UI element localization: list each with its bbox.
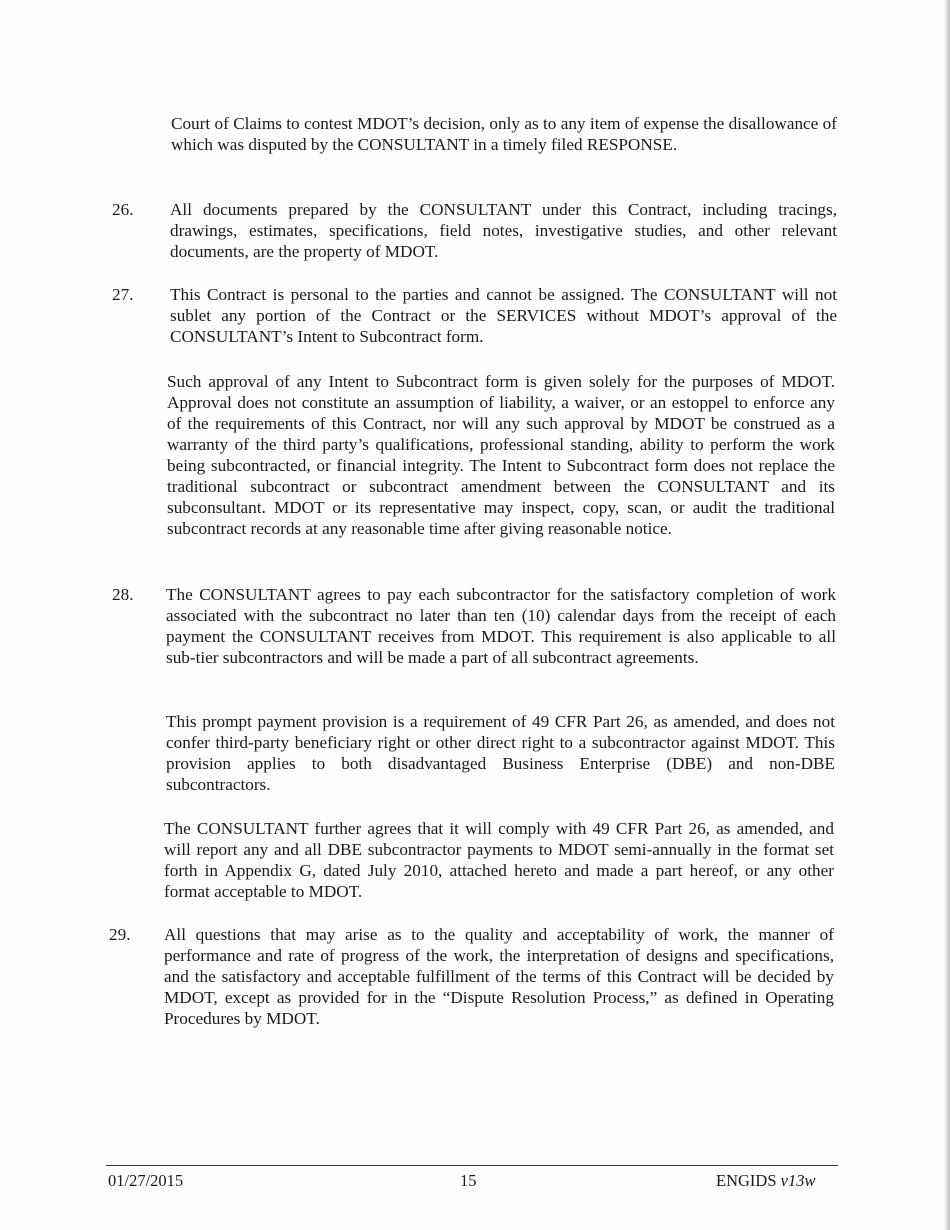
footer-rule [106,1165,838,1166]
item-number: 27. [112,285,134,304]
item-number: 29. [109,925,131,944]
item-paragraph: This prompt payment provision is a requirement of 49 CFR Part 26, as amended, and does not confer third-party beneficiary right or other direct right to a subcontractor against MDOT. This provision applies to both disadvantaged Business Enterprise (DBE) and non-DBE subcontractors. [166,712,835,794]
item-number: 28. [112,585,134,604]
footer-date: 01/27/2015 [108,1171,184,1190]
item-paragraph: This Contract is personal to the parties and cannot be assigned. The CONSULTANT will not sublet any portion of the Contract or the SERVICES without MDOT’s approval of the CONSULTANT’s Intent to Subcontract form. [170,285,837,346]
item-paragraph: All documents prepared by the CONSULTANT under this Contract, including tracings, drawings, estimates, specifications, field notes, investigative studies, and other relevant documents, are the property of MDOT. [170,200,837,261]
item-paragraph: Such approval of any Intent to Subcontract form is given solely for the purposes of MDOT. Approval does not constitute an assumption of liability, a waiver, or an estoppel to enforce any of the requirements of this Contract, nor will any such approval by MDOT be construed as a warranty of the third party’s qualifications, professional standing, ability to perform the work being subcontracted, or financial integrity. The Intent to Subcontract form does not replace the traditional subcontract or subcontract amendment between the CONSULTANT and its subconsultant. MDOT or its representative may inspect, copy, scan, or audit the traditional subcontract records at any reasonable time after giving reasonable notice. [167,372,835,538]
footer-doc-version: v13w [780,1171,816,1190]
scan-edge [944,0,950,1230]
continuation-paragraph: Court of Claims to contest MDOT’s decision, only as to any item of expense the disallowance of which was disputed by the CONSULTANT in a timely filed RESPONSE. [171,114,837,154]
item-paragraph: The CONSULTANT further agrees that it will comply with 49 CFR Part 26, as amended, and will report any and all DBE subcontractor payments to MDOT semi-annually in the format set forth in Appendix G, dated July 2010, attached hereto and made a part hereof, or any other format acceptable to MDOT. [164,819,834,901]
footer-doc-code [716,1171,815,1191]
item-paragraph: The CONSULTANT agrees to pay each subcontractor for the satisfactory completion of work associated with the subcontract no later than ten (10) calendar days from the receipt of each payment the CONSULTANT receives from MDOT. This requirement is also applicable to all sub-tier subcontractors and will be made a part of all subcontract agreements. [166,585,836,667]
footer-doc-name: ENGIDS [716,1171,777,1190]
item-paragraph: All questions that may arise as to the quality and acceptability of work, the manner of performance and rate of progress of the work, the interpretation of designs and specifications, and the satisfactory and acceptable fulfillment of the terms of this Contract will be decided by MDOT, except as provided for in the “Dispute Resolution Process,” as defined in Operating Procedures by MDOT. [164,925,834,1028]
item-number: 26. [112,200,134,219]
footer-page-number: 15 [460,1171,477,1190]
